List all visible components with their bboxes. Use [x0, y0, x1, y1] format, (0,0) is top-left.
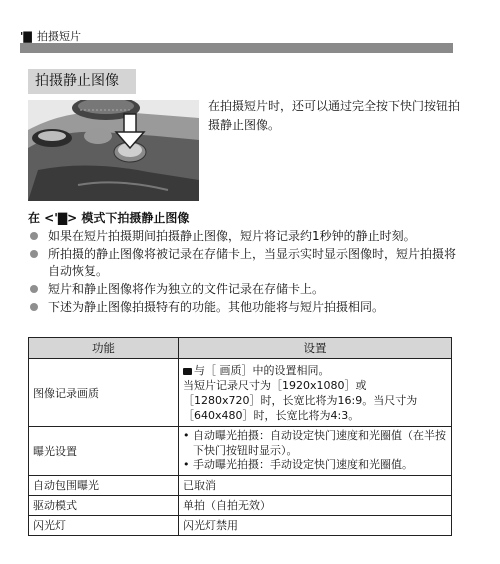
- camera-illustration: [28, 100, 199, 201]
- movie-mode-icon: '▇: [54, 211, 68, 225]
- mode-subtitle: 在 <'▇> 模式下拍摄静止图像: [28, 211, 190, 225]
- table-header-row: [29, 338, 452, 359]
- table-row: [29, 359, 452, 427]
- col-header-function: 功能: [29, 338, 179, 359]
- value-line: ［1280x720］时，长宽比将为16:9。当尺寸为: [183, 393, 418, 407]
- value-item: • 自动曝光拍摄：自动设定快门速度和光圈值（在半按下快门按钮时显示）。: [183, 429, 447, 458]
- bullet-icon: [30, 250, 38, 258]
- list-item: 如果在短片拍摄期间拍摄静止图像，短片将记录约1秒钟的静止时刻。: [28, 228, 458, 245]
- value-cell: [179, 359, 452, 427]
- list-item: 所拍摄的静止图像将被记录在存储卡上，当显示实时显示图像时，短片拍摄将自动恢复。: [28, 246, 458, 279]
- value-cell: 已取消: [179, 475, 452, 495]
- settings-table: [28, 337, 452, 536]
- value-cell: 单拍（自拍无效）: [179, 495, 452, 515]
- table-row: [29, 495, 452, 515]
- video-camera-icon: '▇: [20, 30, 32, 43]
- value-cell: 闪光灯禁用: [179, 515, 452, 535]
- table-row: [29, 475, 452, 495]
- image-quality-icon: [183, 368, 192, 375]
- list-item: 下述为静止图像拍摄特有的功能。其他功能将与短片拍摄相同。: [28, 299, 458, 316]
- feature-cell: 图像记录画质: [29, 359, 179, 427]
- bullet-icon: [30, 285, 38, 293]
- table-row: [29, 515, 452, 535]
- header-title: 拍摄短片: [37, 30, 81, 43]
- bullet-icon: [30, 303, 38, 311]
- section-title: 拍摄静止图像: [28, 69, 136, 94]
- value-line: 与［ 画质］中的设置相同。: [183, 363, 447, 378]
- value-item: • 手动曝光拍摄：手动设定快门速度和光圈值。: [183, 458, 447, 473]
- intro-text: 在拍摄短片时，还可以通过完全按下快门按钮拍摄静止图像。: [208, 99, 461, 132]
- list-item: 短片和静止图像将作为独立的文件记录在存储卡上。: [28, 281, 458, 298]
- bullet-list: [28, 228, 458, 317]
- bullet-icon: [30, 232, 38, 240]
- shutter-button-photo: [28, 100, 199, 201]
- value-line: ［640x480］时，长宽比将为4:3。: [183, 408, 360, 422]
- feature-cell: 闪光灯: [29, 515, 179, 535]
- col-header-setting: 设置: [179, 338, 452, 359]
- table-row: [29, 427, 452, 476]
- feature-cell: 曝光设置: [29, 427, 179, 476]
- header-bar: [20, 43, 453, 53]
- feature-cell: 驱动模式: [29, 495, 179, 515]
- value-cell: [179, 427, 452, 476]
- feature-cell: 自动包围曝光: [29, 475, 179, 495]
- value-line: 当短片记录尺寸为［1920x1080］或: [183, 378, 367, 392]
